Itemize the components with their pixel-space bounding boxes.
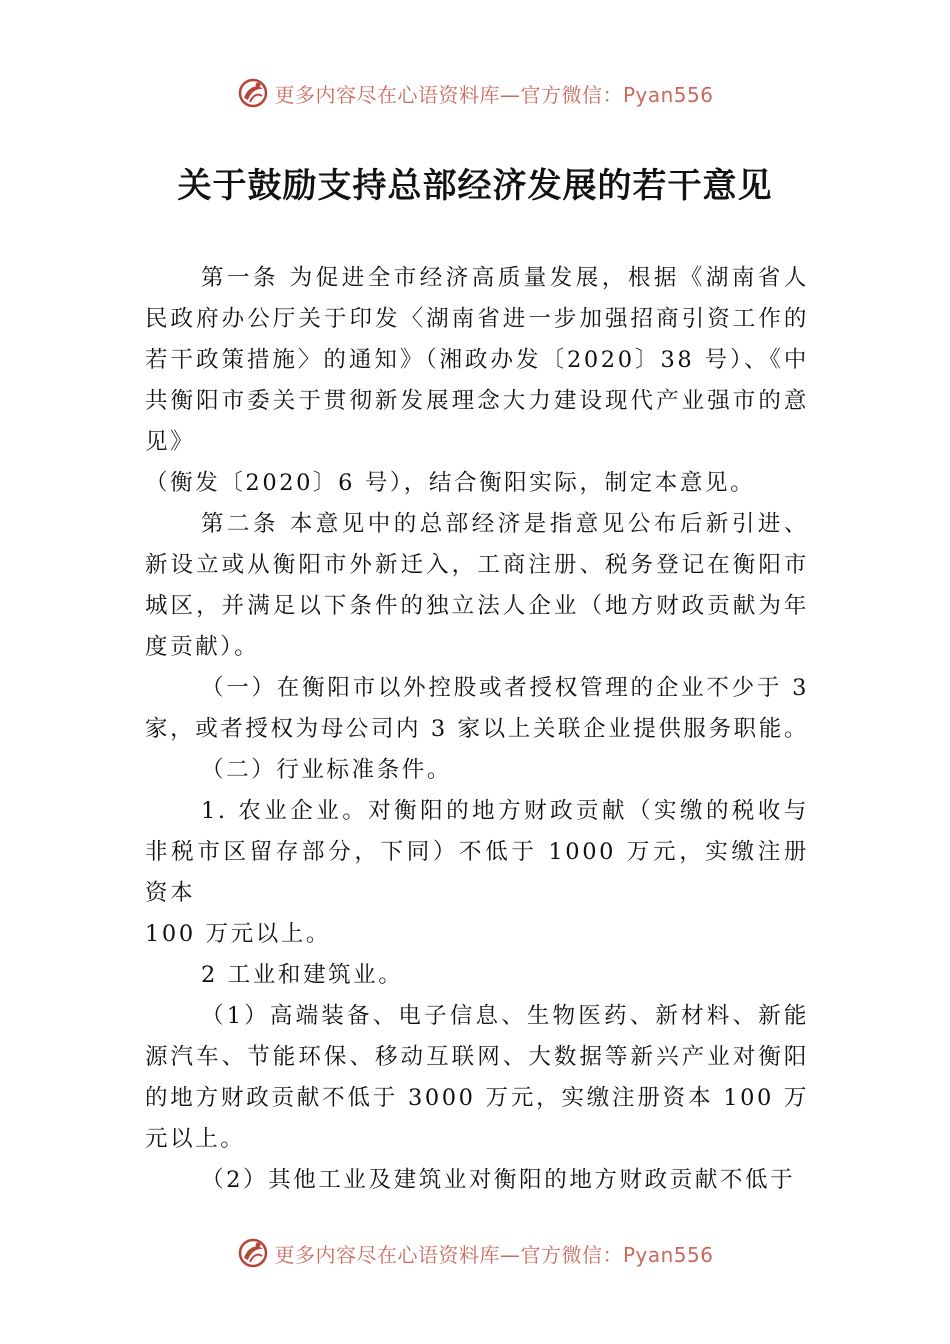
paragraph-industry: 2 工业和建筑业。 — [201, 962, 404, 988]
footer-watermark — [0, 1233, 950, 1273]
watermark-text: 更多内容尽在心语资料库—官方微信：Pyan556 — [274, 82, 714, 107]
paragraph-condition-1: （一）在衡阳市以外控股或者授权管理的企业不少于 3 家，或者授权为母公司内 3 家以上关联企业提供服务职能。 — [145, 675, 819, 742]
document-body — [145, 258, 819, 1201]
swirl-logo-icon — [236, 1236, 270, 1270]
paragraph-agriculture-cont: 100 万元以上。 — [145, 921, 331, 947]
paragraph-article-2: 第二条 本意见中的总部经济是指意见公布后新引进、新设立或从衡阳市外新迁入，工商注册、税务登记在衡阳市城区，并满足以下条件的独立法人企业（地方财政贡献为年度贡献）。 — [145, 511, 809, 660]
paragraph-article-1: 第一条 为促进全市经济高质量发展，根据《湖南省人民政府办公厅关于印发〈湖南省进一步加强招商引资工作的若干政策措施〉的通知》（湘政办发〔2020〕38 号）、《中共衡阳市委关于贯彻新发展理念大力建设现代产业强市的意见》 — [145, 265, 809, 455]
paragraph-condition-2: （二）行业标准条件。 — [201, 757, 453, 783]
paragraph-industry-2: （2）其他工业及建筑业对衡阳的地方财政贡献不低于 — [201, 1167, 796, 1193]
paragraph-industry-1: （1）高端装备、电子信息、生物医药、新材料、新能源汽车、节能环保、移动互联网、大数据等新兴产业对衡阳的地方财政贡献不低于 3000 万元，实缴注册资本 100 万元以上。 — [145, 1003, 809, 1152]
swirl-logo-icon — [236, 76, 270, 110]
document-title: 关于鼓励支持总部经济发展的若干意见 — [177, 166, 773, 206]
paragraph-article-1-cont: （衡发〔2020〕6 号），结合衡阳实际，制定本意见。 — [145, 470, 756, 496]
paragraph-agriculture: 1. 农业企业。对衡阳的地方财政贡献（实缴的税收与非税市区留存部分，下同）不低于 1000 万元，实缴注册资本 — [145, 798, 809, 906]
header-watermark — [0, 73, 950, 113]
watermark-text: 更多内容尽在心语资料库—官方微信：Pyan556 — [274, 1242, 714, 1267]
